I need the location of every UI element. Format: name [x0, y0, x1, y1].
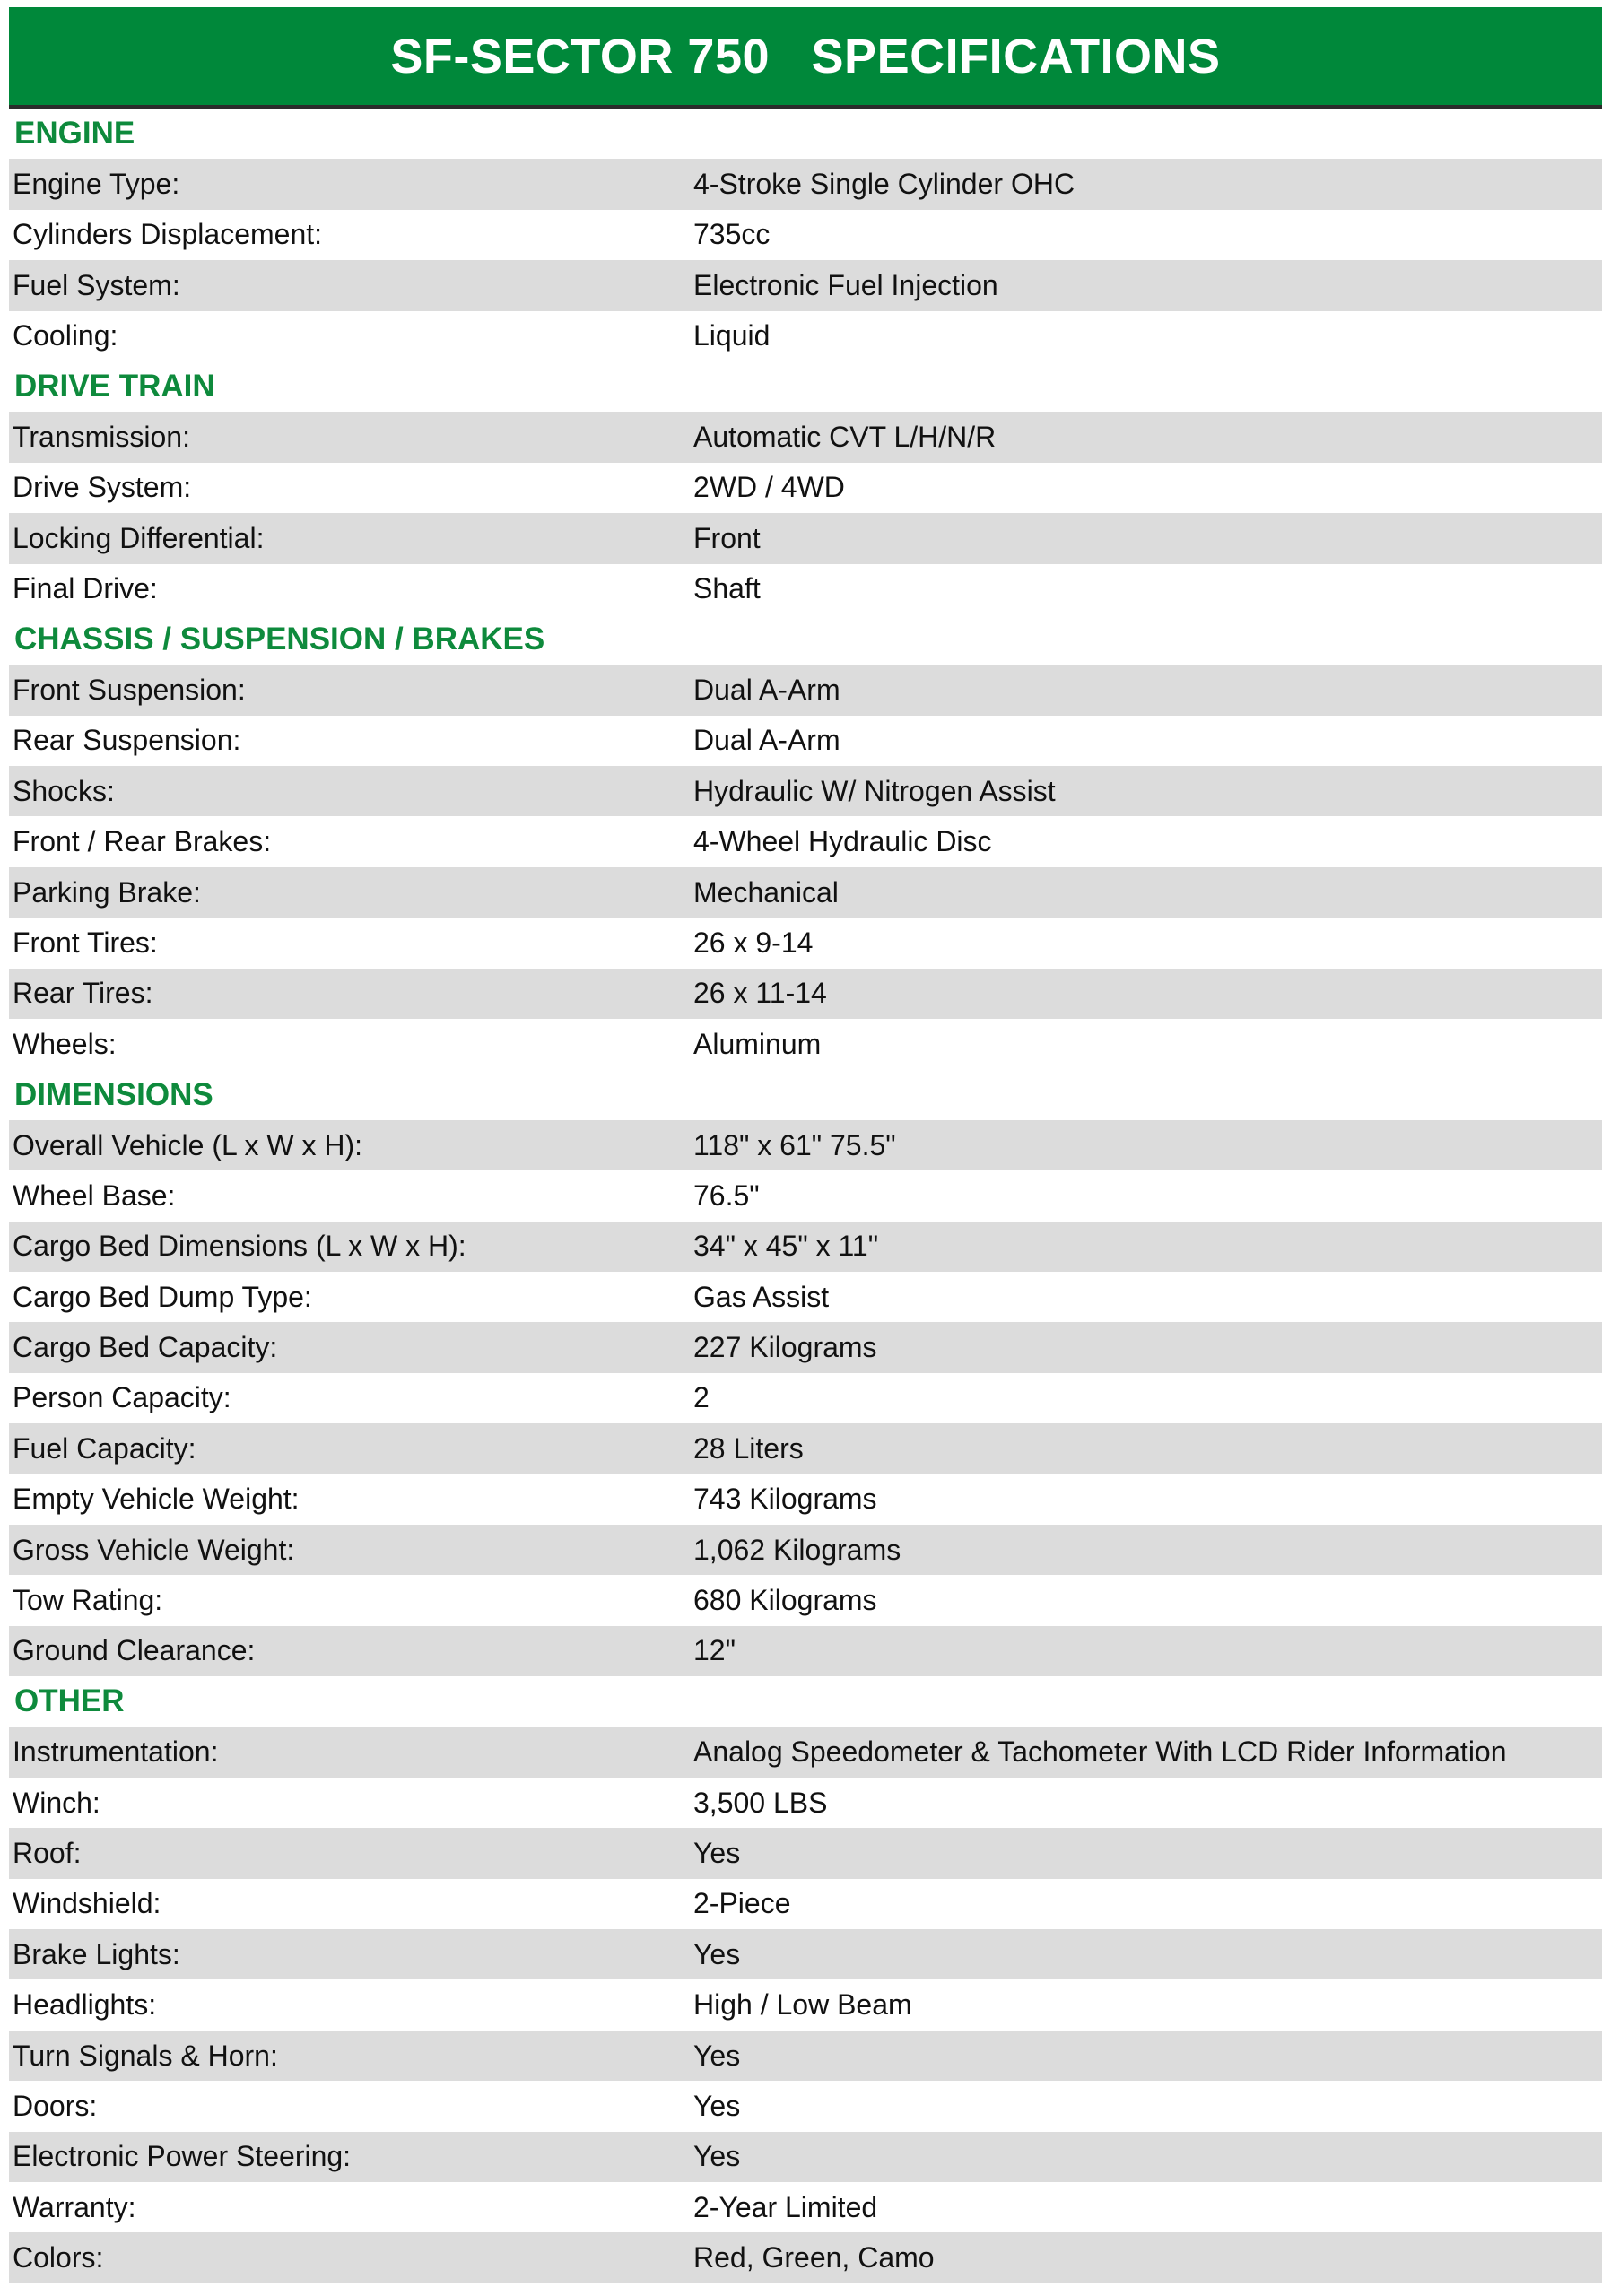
spec-value: 2WD / 4WD [693, 471, 845, 504]
spec-value: 680 Kilograms [693, 1584, 877, 1617]
spec-label: Locking Differential: [13, 521, 265, 554]
spec-label: Headlights: [13, 1988, 157, 2022]
spec-value: 118" x 61" 75.5" [693, 1128, 896, 1161]
spec-value: Liquid [693, 319, 771, 352]
spec-label: Wheels: [13, 1027, 117, 1060]
spec-value: Electronic Fuel Injection [693, 268, 998, 301]
spec-value: 4-Wheel Hydraulic Disc [693, 825, 992, 858]
spec-sheet [9, 7, 1602, 2283]
spec-row [9, 1120, 1602, 1170]
title-bar [9, 7, 1602, 109]
spec-value: Dual A-Arm [693, 724, 840, 757]
spec-label: Cargo Bed Capacity: [13, 1331, 278, 1364]
spec-label: Overall Vehicle (L x W x H): [13, 1128, 363, 1161]
spec-row [9, 1727, 1602, 1778]
spec-value: 26 x 11-14 [693, 977, 827, 1010]
spec-label: Windshield: [13, 1887, 161, 1920]
spec-row [9, 159, 1602, 209]
spec-label: Roof: [13, 1836, 82, 1869]
spec-label: Transmission: [13, 421, 190, 454]
spec-value: 2-Year Limited [693, 2190, 878, 2223]
spec-row [9, 463, 1602, 513]
spec-row [9, 210, 1602, 260]
spec-row [9, 1170, 1602, 1221]
spec-row [9, 2232, 1602, 2283]
spec-label: Tow Rating: [13, 1584, 163, 1617]
spec-label: Front Suspension: [13, 673, 246, 706]
spec-row [9, 716, 1602, 766]
spec-value: Automatic CVT L/H/N/R [693, 421, 997, 454]
spec-value: 34" x 45" x 11" [693, 1230, 879, 1263]
spec-row [9, 766, 1602, 816]
spec-value: Front [693, 521, 761, 554]
spec-value: 735cc [693, 218, 771, 251]
spec-row [9, 564, 1602, 614]
spec-row [9, 816, 1602, 866]
section-heading: CHASSIS / SUSPENSION / BRAKES [9, 614, 1602, 665]
spec-label: Gross Vehicle Weight: [13, 1533, 295, 1566]
spec-label: Wheel Base: [13, 1178, 176, 1212]
spec-label: Shocks: [13, 774, 115, 807]
spec-row [9, 1525, 1602, 1575]
spec-label: Rear Tires: [13, 977, 153, 1010]
spec-row [9, 412, 1602, 462]
spec-label: Rear Suspension: [13, 724, 241, 757]
spec-label: Doors: [13, 2089, 98, 2122]
spec-row [9, 1423, 1602, 1474]
spec-row [9, 513, 1602, 563]
spec-label: Parking Brake: [13, 875, 201, 909]
page-title: SF-SECTOR 750 SPECIFICATIONS [390, 29, 1221, 83]
spec-row [9, 1879, 1602, 1929]
spec-row [9, 1222, 1602, 1272]
section-heading: ENGINE [9, 109, 1602, 159]
spec-value: 26 x 9-14 [693, 926, 814, 959]
spec-value: High / Low Beam [693, 1988, 912, 2022]
spec-value: 227 Kilograms [693, 1331, 877, 1364]
spec-label: Electronic Power Steering: [13, 2140, 352, 2173]
spec-row [9, 2081, 1602, 2131]
spec-row [9, 1019, 1602, 1069]
spec-label: Cargo Bed Dump Type: [13, 1280, 312, 1313]
spec-value: 2 [693, 1381, 710, 1414]
spec-label: Colors: [13, 2241, 104, 2274]
section-heading: DIMENSIONS [9, 1069, 1602, 1119]
spec-row [9, 311, 1602, 361]
spec-value: Dual A-Arm [693, 673, 840, 706]
spec-value: Mechanical [693, 875, 839, 909]
spec-label: Front Tires: [13, 926, 158, 959]
spec-label: Fuel Capacity: [13, 1431, 196, 1465]
spec-row [9, 1373, 1602, 1423]
spec-row [9, 1778, 1602, 1828]
spec-value: Yes [693, 1836, 741, 1869]
spec-row [9, 918, 1602, 968]
spec-label: Brake Lights: [13, 1937, 180, 1970]
spec-label: Ground Clearance: [13, 1634, 256, 1667]
spec-value: 2-Piece [693, 1887, 791, 1920]
spec-value: Yes [693, 2140, 741, 2173]
spec-label: Turn Signals & Horn: [13, 2039, 278, 2072]
spec-row [9, 1929, 1602, 1979]
spec-row [9, 1272, 1602, 1322]
spec-row [9, 1979, 1602, 2030]
spec-value: 12" [693, 1634, 736, 1667]
spec-value: Red, Green, Camo [693, 2241, 935, 2274]
spec-label: Cargo Bed Dimensions (L x W x H): [13, 1230, 466, 1263]
spec-value: Yes [693, 2089, 741, 2122]
spec-value: 28 Liters [693, 1431, 804, 1465]
spec-row [9, 1575, 1602, 1625]
spec-label: Cylinders Displacement: [13, 218, 323, 251]
section-heading: OTHER [9, 1676, 1602, 1726]
spec-label: Winch: [13, 1786, 100, 1819]
section-heading: DRIVE TRAIN [9, 361, 1602, 412]
spec-row [9, 260, 1602, 310]
spec-label: Front / Rear Brakes: [13, 825, 272, 858]
spec-label: Empty Vehicle Weight: [13, 1483, 300, 1516]
spec-row [9, 2132, 1602, 2182]
spec-value: 743 Kilograms [693, 1483, 877, 1516]
spec-label: Instrumentation: [13, 1735, 219, 1769]
spec-row [9, 2182, 1602, 2232]
spec-value: Shaft [693, 572, 761, 605]
spec-row [9, 867, 1602, 918]
spec-row [9, 969, 1602, 1019]
spec-label: Warranty: [13, 2190, 136, 2223]
spec-value: Gas Assist [693, 1280, 830, 1313]
spec-row [9, 665, 1602, 715]
spec-value: Hydraulic W/ Nitrogen Assist [693, 774, 1056, 807]
spec-value: Yes [693, 1937, 741, 1970]
spec-label: Fuel System: [13, 268, 180, 301]
spec-label: Drive System: [13, 471, 192, 504]
spec-label: Person Capacity: [13, 1381, 231, 1414]
spec-value: Analog Speedometer & Tachometer With LCD Rider Information [693, 1735, 1507, 1769]
spec-value: 1,062 Kilograms [693, 1533, 901, 1566]
spec-label: Engine Type: [13, 168, 180, 201]
spec-row [9, 1322, 1602, 1372]
spec-value: 3,500 LBS [693, 1786, 828, 1819]
spec-label: Cooling: [13, 319, 118, 352]
spec-value: 76.5" [693, 1178, 760, 1212]
spec-table [9, 109, 1602, 2283]
spec-label: Final Drive: [13, 572, 158, 605]
spec-row [9, 2031, 1602, 2081]
spec-row [9, 1626, 1602, 1676]
spec-row [9, 1474, 1602, 1525]
spec-value: Yes [693, 2039, 741, 2072]
spec-row [9, 1828, 1602, 1878]
spec-value: Aluminum [693, 1027, 822, 1060]
spec-value: 4-Stroke Single Cylinder OHC [693, 168, 1075, 201]
